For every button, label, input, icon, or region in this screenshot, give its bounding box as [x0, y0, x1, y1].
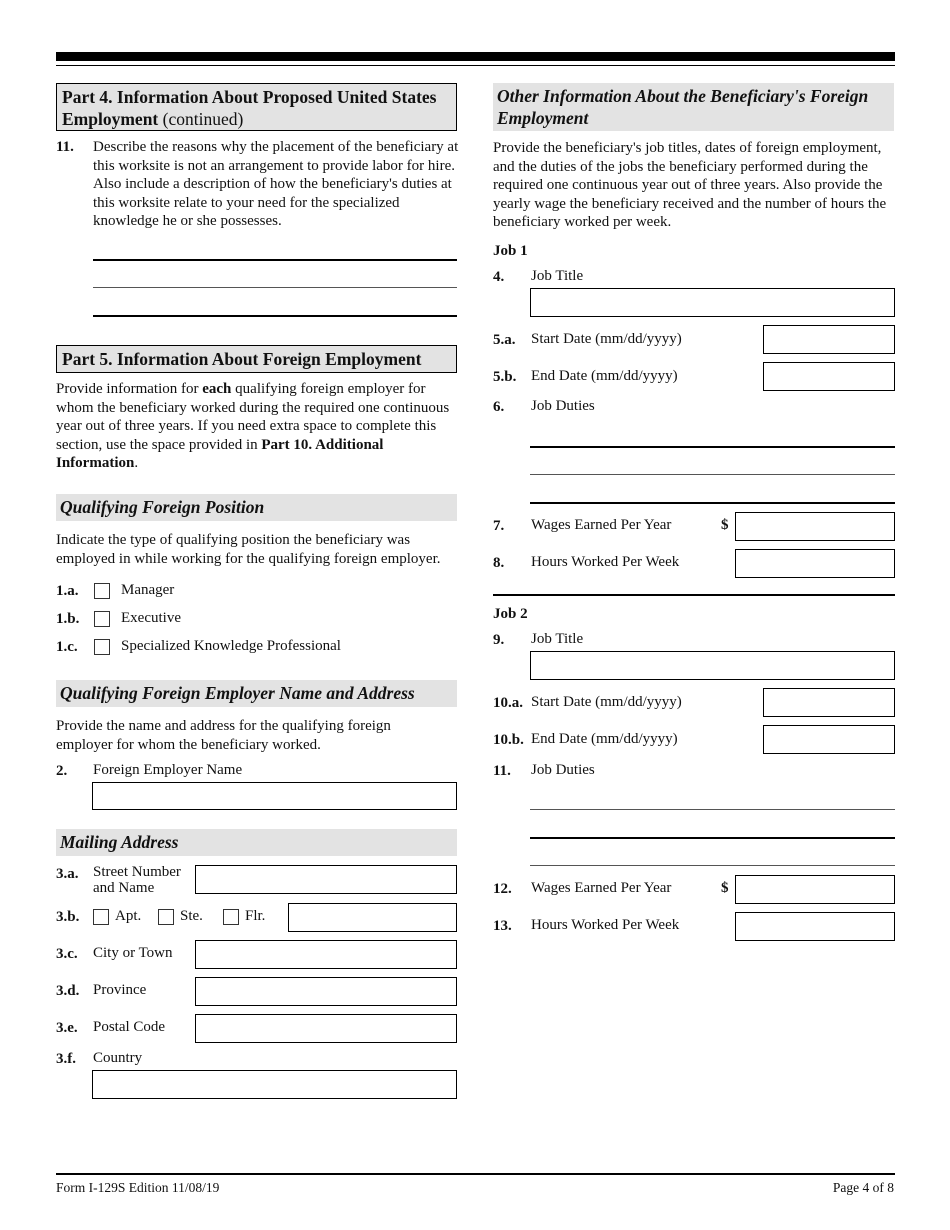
foreign-employer-name-field[interactable] [92, 782, 457, 810]
part4-header-continued: (continued) [162, 109, 244, 129]
q2-label: Foreign Employer Name [93, 762, 243, 778]
q7-label: Wages Earned Per Year [531, 517, 672, 533]
q2-number: 2. [56, 763, 68, 779]
job2-end-date-field[interactable] [763, 725, 895, 754]
job2-currency-symbol: $ [721, 880, 729, 896]
job1-duties-line-2[interactable] [530, 474, 895, 475]
q3c-number: 3.c. [56, 946, 78, 962]
job-separator [493, 594, 895, 596]
q6-label: Job Duties [531, 398, 595, 414]
job1-duties-line-3[interactable] [530, 502, 895, 504]
province-label: Province [93, 982, 147, 998]
manager-label: Manager [121, 582, 175, 598]
q9-number: 9. [493, 632, 505, 648]
q6-number: 6. [493, 399, 505, 415]
qualifying-position-header: Qualifying Foreign Position [56, 494, 457, 521]
employer-intro: Provide the name and address for the qualifying foreign employer for whom the beneficiary worked. [56, 718, 391, 753]
job1-title: Job 1 [493, 243, 528, 259]
top-rule-thin [56, 65, 895, 66]
job2-title-field[interactable] [530, 651, 895, 680]
footer-form-id: Form I-129S Edition 11/08/19 [56, 1180, 220, 1195]
employer-header: Qualifying Foreign Employer Name and Address [56, 680, 457, 707]
q3b-number: 3.b. [56, 909, 80, 925]
job1-hours-field[interactable] [735, 549, 895, 578]
q3f-number: 3.f. [56, 1051, 76, 1067]
job2-wages-field[interactable] [735, 875, 895, 904]
city-field[interactable] [195, 940, 457, 969]
ste-label: Ste. [180, 908, 203, 924]
specialized-knowledge-checkbox[interactable] [94, 639, 110, 655]
q5a-number: 5.a. [493, 332, 516, 348]
q10a-label: Start Date (mm/dd/yyyy) [531, 694, 682, 710]
apt-checkbox[interactable] [93, 909, 109, 925]
option-1c-number: 1.c. [56, 639, 78, 655]
q5b-label: End Date (mm/dd/yyyy) [531, 368, 678, 384]
q8-label: Hours Worked Per Week [531, 554, 680, 570]
flr-checkbox[interactable] [223, 909, 239, 925]
street-label-line1: Street Number [93, 864, 181, 880]
flr-label: Flr. [245, 908, 266, 924]
part5-intro [56, 380, 457, 473]
q11-answer-line-3[interactable] [93, 315, 457, 317]
country-field[interactable] [92, 1070, 457, 1099]
apt-label: Apt. [115, 908, 142, 924]
postal-code-label: Postal Code [93, 1019, 166, 1035]
q4-number: 4. [493, 269, 505, 285]
option-1b-number: 1.b. [56, 611, 80, 627]
job1-wages-field[interactable] [735, 512, 895, 541]
executive-checkbox[interactable] [94, 611, 110, 627]
job1-currency-symbol: $ [721, 517, 729, 533]
unit-number-field[interactable] [288, 903, 457, 932]
q5b-number: 5.b. [493, 369, 517, 385]
part5-intro-text-2: qualifying foreign employer for whom the beneficiary worked during the required one continuous year out of three years. If you need extra space to complete this section, use the space provided in [56, 381, 450, 453]
q11-answer-line-1[interactable] [93, 259, 457, 261]
country-label: Country [93, 1050, 143, 1066]
q7-number: 7. [493, 518, 505, 534]
part5-header-title: Part 5. Information About Foreign Employment [62, 349, 422, 369]
part5-header [56, 345, 457, 373]
q13-label: Hours Worked Per Week [531, 917, 680, 933]
job2-start-date-field[interactable] [763, 688, 895, 717]
job1-duties-line-1[interactable] [530, 446, 895, 448]
city-label: City or Town [93, 945, 173, 961]
q11-job2-label: Job Duties [531, 762, 595, 778]
q10b-label: End Date (mm/dd/yyyy) [531, 731, 678, 747]
job1-title-field[interactable] [530, 288, 895, 317]
q12-number: 12. [493, 881, 512, 897]
street-field[interactable] [195, 865, 457, 894]
specialized-knowledge-label: Specialized Knowledge Professional [121, 638, 341, 654]
other-info-header: Other Information About the Beneficiary's Foreign Employment [493, 83, 894, 131]
q13-number: 13. [493, 918, 512, 934]
q11-text: Describe the reasons why the placement of the beneficiary at this worksite is not an arrangement to provide labor for hire. Also include a description of how the beneficiary's duties at this worksite relate to your need for the specialized knowledge he or she possesses. [93, 139, 459, 229]
top-rule-thick [56, 52, 895, 61]
footer-rule [56, 1173, 895, 1175]
q11-job2-number: 11. [493, 763, 511, 779]
q10b-number: 10.b. [493, 732, 524, 748]
q8-number: 8. [493, 555, 505, 571]
job2-hours-field[interactable] [735, 912, 895, 941]
job1-end-date-field[interactable] [763, 362, 895, 391]
job2-title: Job 2 [493, 606, 528, 622]
part5-intro-bold-part10: Part 10. Additional Information [56, 436, 384, 471]
mailing-address-header: Mailing Address [56, 829, 457, 856]
job2-duties-line-3[interactable] [530, 865, 895, 866]
q4-label: Job Title [531, 268, 584, 284]
postal-code-field[interactable] [195, 1014, 457, 1043]
option-1a-number: 1.a. [56, 583, 79, 599]
footer-page-number: Page 4 of 8 [832, 1180, 894, 1195]
q12-label: Wages Earned Per Year [531, 880, 672, 896]
part5-intro-text-3: . [134, 455, 139, 471]
part4-header-title: Part 4. Information About Proposed United States Employment [62, 87, 437, 129]
q3a-number: 3.a. [56, 866, 79, 882]
q3e-number: 3.e. [56, 1020, 78, 1036]
q3d-number: 3.d. [56, 983, 80, 999]
street-label-line2: and Name [93, 880, 155, 896]
job2-duties-line-1[interactable] [530, 809, 895, 810]
qualifying-position-intro: Indicate the type of qualifying position the beneficiary was employed in while working for the qualifying foreign employer. [56, 532, 441, 567]
q9-label: Job Title [531, 631, 584, 647]
part5-intro-text-1: Provide information for [56, 381, 203, 397]
q10a-number: 10.a. [493, 695, 523, 711]
other-info-intro: Provide the beneficiary's job titles, dates of foreign employment, and the duties of the jobs the beneficiary performed during the required one continuous year out of three years. Also provide the yearly wage the beneficiary received and the number of hours the beneficiary worked per week. [493, 140, 887, 230]
ste-checkbox[interactable] [158, 909, 174, 925]
street-label [93, 864, 181, 896]
executive-label: Executive [121, 610, 181, 626]
job2-duties-line-2[interactable] [530, 837, 895, 839]
part4-header [56, 83, 457, 131]
q11-number: 11. [56, 139, 74, 155]
part5-intro-bold-each: each [202, 381, 232, 397]
q11-answer-line-2[interactable] [93, 287, 457, 288]
province-field[interactable] [195, 977, 457, 1006]
manager-checkbox[interactable] [94, 583, 110, 599]
job1-start-date-field[interactable] [763, 325, 895, 354]
q5a-label: Start Date (mm/dd/yyyy) [531, 331, 682, 347]
